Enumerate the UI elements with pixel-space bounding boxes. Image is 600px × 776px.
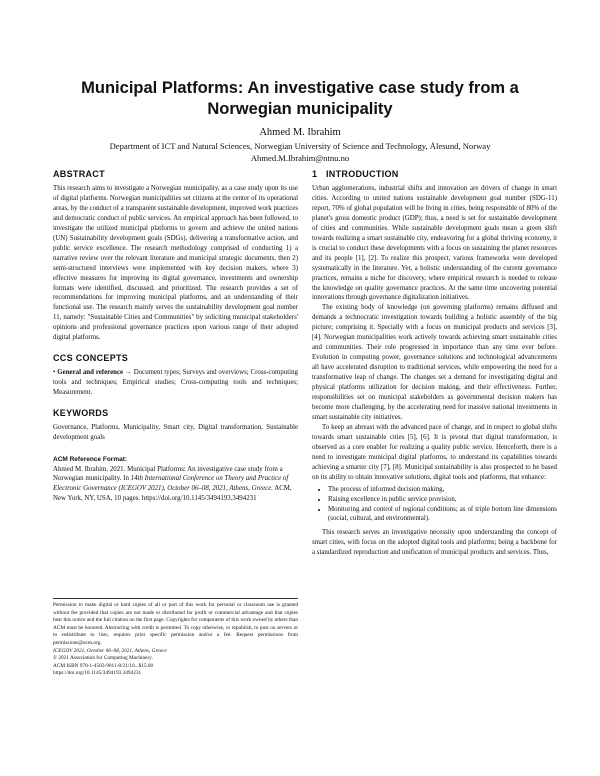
ccs-text bbox=[53, 368, 298, 398]
list-item: • Raising excellence in public service provision, bbox=[328, 495, 557, 505]
ccs-section bbox=[53, 352, 298, 398]
abstract-heading: ABSTRACT bbox=[53, 169, 105, 179]
abstract-text: This research aims to investigate a Norwegian municipality, as a case study upon its use of digital platforms. Norwegian municipalities set citizens at the center of its operational areas, by the conduct of a transparent sustainable development, improved work practices and democratic conduct of public services. An empirical approach has been followed, to investigate the utilized municipal platforms to govern and achieve the united nations (UN) Sustainability development goals (SDGs), delivering a transformative action, and public service excellence. The research methodology comprised of conducting 1) a narrative review over the relevant literature and municipal strategic documents, then 2) semi-structured interviews were implemented with key decision makers, where 3) effective measures for improving its digital governance, investments and ownership formats were identified, discussed, and prioritized. The research provides a set of recommendations for improving municipal platforms, and an understanding of their functional use. The research mainly serves the sustainability development goal number 11, namely: "Sustainable Cities and Communities" by soliciting municipal stakeholders' opinions and professional governance practices upon various range of their adopted digital platforms. bbox=[53, 185, 298, 342]
ccs-heading: CCS CONCEPTS bbox=[53, 353, 129, 364]
permission-text: Permission to make digital or hard copies of all or part of this work for personal or classroom use is granted without fee provided that copies are not made or distributed for profit or commercial advantage and that copies bear this notice and the full citation on the first page. Copyrights for components of this work owned by others than ACM must be honored. Abstracting with credit is permitted. To copy otherwise, or republish, to post on servers or to redistribute to lists, requires prior specific permission and/or a fee. Request permissions from permissions@acm.org. bbox=[53, 602, 298, 646]
title-line-1: Municipal Platforms: An investigative case study from a bbox=[81, 79, 519, 97]
author-affiliation: Department of ICT and Natural Sciences, Norwegian University of Science and Technology, Ålesund, Norway bbox=[109, 141, 491, 151]
right-column bbox=[312, 168, 557, 558]
intro-paragraph-1: Urban agglomerations, industrial shifts and innovation are drivers of change in smart cities. According to united nations sustainable development goal number (SDG-11) report, 70% of global population will be living in cities, being responsible of 80% of the planet's gross domestic product (GDP); thus, a need is set for sustainable development of cities and communities. While sustainable development goals mean a green shift towards realizing a smart sustainable city, endeavoring for a global thriving economy, it is crucial to conduct these developments with a focus on sustaining the planet resources and its people [1], [2]. To realize this prospect, various frameworks were developed systematically in the literature. Yet, a holistic understanding of the current governance practices, remains a niche for discovery, where empirical research is needed to release the knowledge on quality governance practices. At the same time uncovering potential innovations through governance digitalization initiatives. bbox=[312, 185, 557, 302]
intro-title: INTRODUCTION bbox=[326, 169, 399, 179]
left-column bbox=[53, 168, 298, 513]
intro-paragraph-4: This research serves an investigative necessity upon understanding the concept of smart cities, with focus on the adopted digital tools and platforms; being a backbone for a standardized reproduction and unification of municipal products and services. Thus, bbox=[312, 529, 557, 557]
acm-ref-part2[interactable]: ACM, New York, NY, USA, 10 pages. https://doi.org/10.1145/3494193.3494231 bbox=[53, 485, 292, 503]
permission-footnote bbox=[53, 598, 298, 678]
ccs-arrow: → bbox=[124, 369, 132, 377]
conference-line: ICEGOV 2021, October 06–08, 2021, Athens, Greece bbox=[53, 647, 167, 654]
intro-paragraph-3: To keep an abreast with the advanced pace of change, and in respect to global shifts towards smart sustainable cities [5], [6]. It is pivotal that digital transformation, is observed as a core enabler for realizing a quality public service. Henceforth, there is a need to investigate municipal digital platforms, to understand its capabilities towards achieving a smarter city [7], [8]. Municipal sustainability is also prospected to be based on its ability to obtain innovative solutions, digital tools and platforms, that enhance: bbox=[312, 423, 557, 481]
intro-bullet-list bbox=[312, 485, 557, 525]
intro-paragraph-2: The existing body of knowledge (on governing platforms) remains diffused and demands a technocratic investigation towards building a holistic assembly of the big picture; comprising it. Specially with a focus on municipal products and services [3], [4]. Norwegian municipalities work actively towards achieving smart sustainable cities and communities. Their role progressed in importance than any time ever before. Evolution in computing power, governance solutions and technological advancements all have accelerated disruption to traditional services, while empowering the need for a transformative leap of change. The changes set a demand for investigating digital and physical platforms utilization for decision making, and their effectiveness. Further, responsibilities set on municipal stakeholders as governmental decision makers has become more challenging, by the accelerating need for massive national investments in smart sustainable city initiatives. bbox=[312, 304, 557, 421]
paper-title bbox=[40, 78, 560, 120]
title-line-2: Norwegian municipality bbox=[207, 100, 393, 118]
ccs-bullet: • bbox=[53, 369, 56, 377]
doi-line[interactable]: https://doi.org/10.1145/3494193.3494231 bbox=[53, 670, 142, 677]
abstract-section bbox=[53, 168, 298, 343]
ccs-concepts: Document types; Surveys and overviews; Cross-computing tools and techniques; Empirical studies; Cross-computing tools and techniques; Measurement. bbox=[53, 369, 298, 397]
acm-reference bbox=[53, 455, 298, 504]
list-item: • The process of informed decision making, bbox=[328, 485, 557, 495]
acm-reference-label: ACM Reference Format: bbox=[53, 456, 128, 464]
acm-reference-text bbox=[53, 465, 298, 505]
intro-number: 1 bbox=[312, 169, 318, 179]
keywords-heading: KEYWORDS bbox=[53, 408, 109, 419]
list-item: • Monitoring and control of regional conditions; as of triple bottom line dimensions (social, cultural, and environmental). bbox=[328, 505, 557, 525]
keywords-text: Governance, Platforms, Municipality, Smart city, Digital transformation, Sustainable development goals bbox=[53, 424, 298, 442]
acm-ref-part1: Ahmed M. Ibrahim. 2021. Municipal Platforms: An investigative case study from a Norwegian municipality. In bbox=[53, 465, 283, 483]
author-block bbox=[40, 126, 560, 164]
author-name: Ahmed M. Ibrahim bbox=[259, 127, 341, 138]
keywords-section bbox=[53, 407, 298, 443]
intro-heading bbox=[312, 168, 557, 180]
author-email[interactable]: Ahmed.M.Ibrahim@ntnu.no bbox=[250, 153, 350, 163]
copyright-line: © 2021 Association for Computing Machinery. bbox=[53, 655, 153, 662]
isbn-line: ACM ISBN 978-1-4503-9011-8/21/10...$15.00 bbox=[53, 662, 154, 669]
acm-ref-venue: 14th International Conference on Theory and Practice of Electronic Governance (ICEGOV 2021), October 06–08, 2021, Athens, Greece. bbox=[53, 475, 289, 493]
ccs-general-reference: General and reference bbox=[57, 369, 124, 377]
